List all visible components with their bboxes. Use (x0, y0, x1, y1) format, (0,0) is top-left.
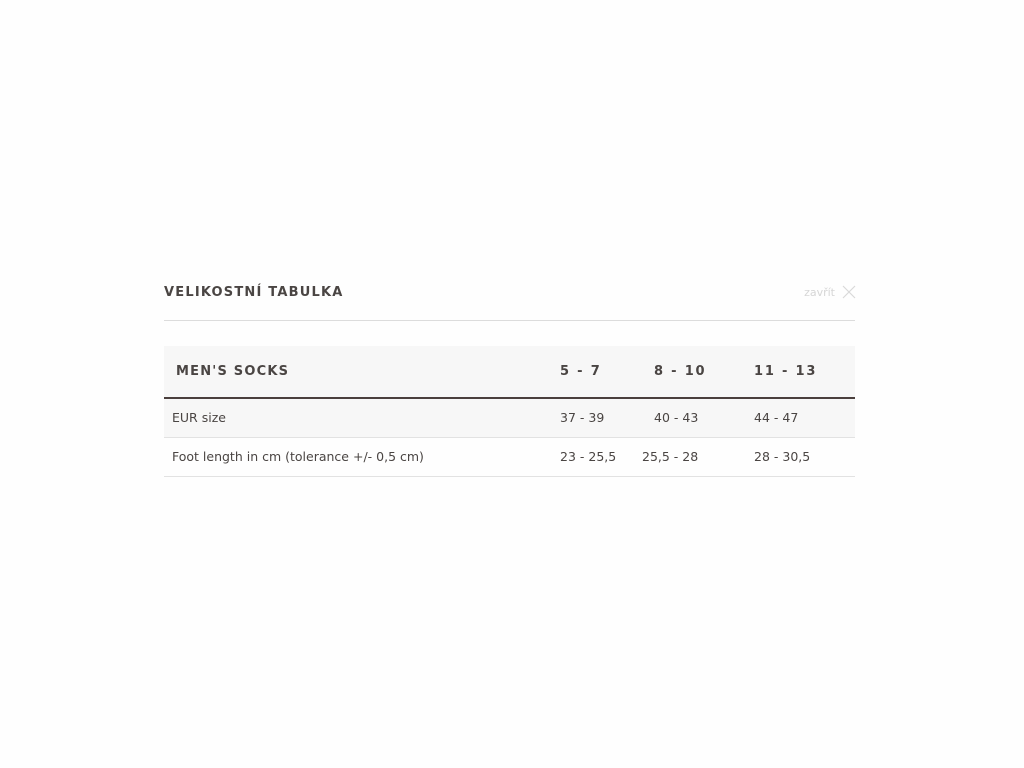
column-header-size-8-10: 8 - 10 (654, 364, 707, 379)
table-row (164, 437, 855, 476)
row-label-foot-length: Foot length in cm (tolerance +/- 0,5 cm) (172, 449, 424, 464)
modal-header (164, 270, 855, 321)
table-cell: 37 - 39 (560, 410, 605, 426)
table-cell: 40 - 43 (654, 410, 699, 426)
table-cell: 28 - 30,5 (754, 449, 811, 464)
column-header-size-11-13: 11 - 13 (754, 364, 818, 379)
column-header-product: MEN'S SOCKS (176, 364, 290, 379)
close-icon (839, 282, 859, 302)
size-table (164, 346, 855, 477)
table-cell: 44 - 47 (754, 410, 799, 426)
table-row (164, 398, 855, 437)
row-label-eur-size: EUR size (172, 410, 226, 426)
size-chart-modal (164, 270, 855, 477)
close-button[interactable] (804, 282, 859, 302)
table-cell: 25,5 - 28 (642, 449, 699, 464)
close-label: zavřít (804, 285, 835, 299)
table-cell: 23 - 25,5 (560, 449, 617, 464)
table-header-row (164, 346, 855, 398)
column-header-size-5-7: 5 - 7 (560, 364, 602, 379)
modal-title: VELIKOSTNÍ TABULKA (164, 285, 344, 300)
